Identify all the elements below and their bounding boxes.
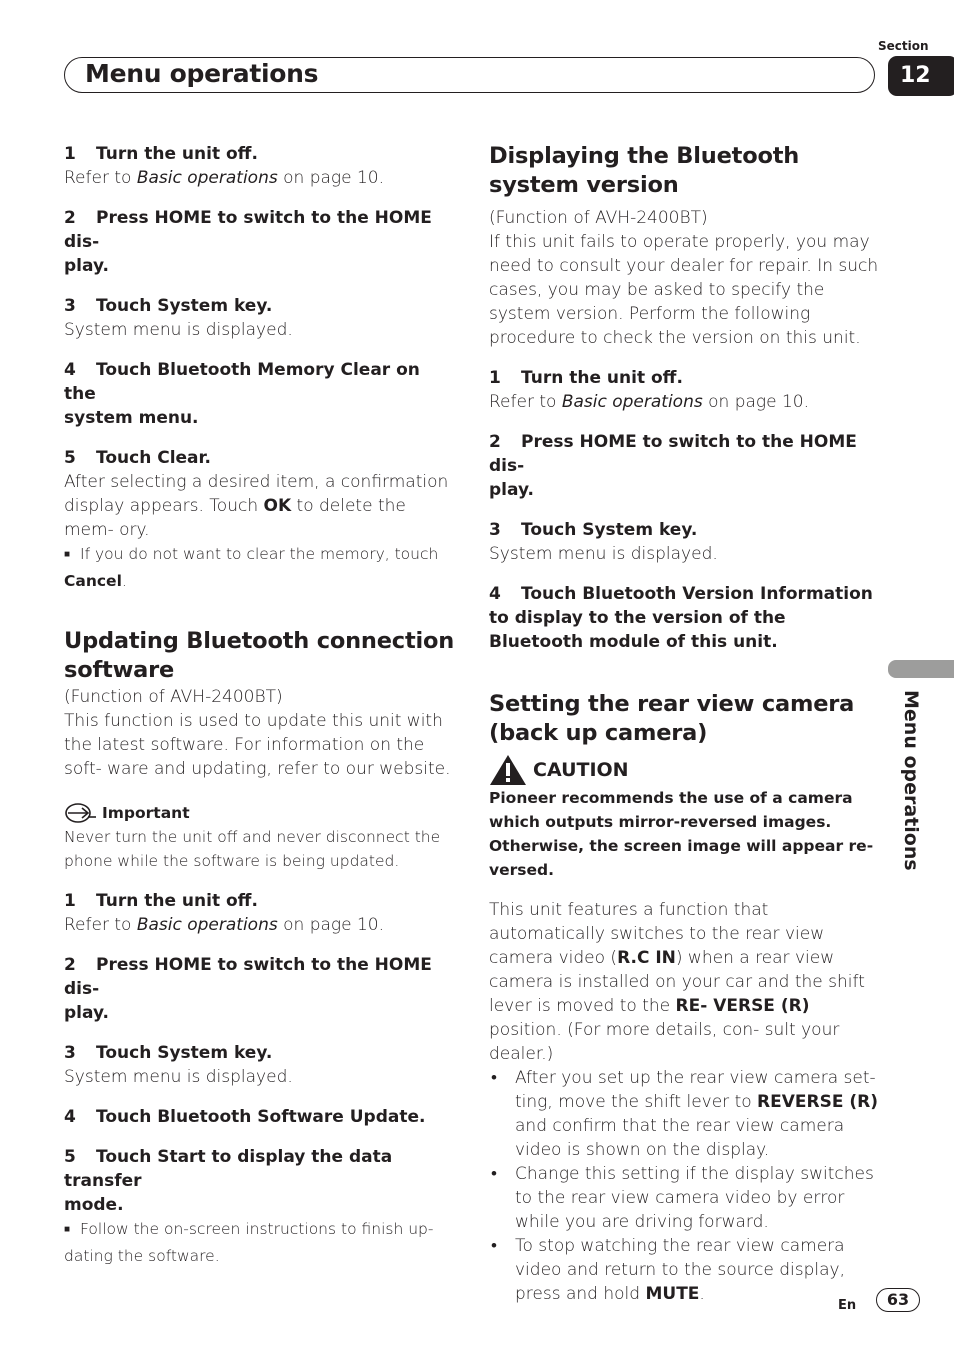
right-column xyxy=(489,142,881,1306)
camera-heading: Setting the rear view camera (back up camera) xyxy=(489,691,855,746)
version-step-3-body: System menu is displayed. xyxy=(489,544,718,564)
left-column xyxy=(64,142,456,1268)
important-icon xyxy=(64,802,96,824)
warning-icon xyxy=(489,754,527,786)
caution-label: CAUTION xyxy=(489,754,881,786)
step-1-body: Refer to Basic operations on page 10. xyxy=(64,168,385,188)
version-step-1: 1 Turn the unit off. xyxy=(489,368,683,388)
update-step-5-note: ■ Follow the on-screen instructions to finish up- dating the software. xyxy=(64,1220,434,1265)
step-3-body: System menu is displayed. xyxy=(64,320,293,340)
footer-language: En xyxy=(838,1298,857,1313)
step-5-body: After selecting a desired item, a confirmation display appears. Touch OK to delete the mem- ory. xyxy=(64,472,449,540)
version-step-4: 4 Touch Bluetooth Version Information to display to the version of the Bluetooth module of this unit. xyxy=(489,584,873,652)
update-step-1-body: Refer to Basic operations on page 10. xyxy=(64,915,385,935)
step-1: 1 Turn the unit off. xyxy=(64,144,258,164)
update-step-2: 2 Press HOME to switch to the HOME dis- play. xyxy=(64,955,432,1023)
version-heading: Displaying the Bluetooth system version xyxy=(489,143,800,198)
caution-body: Pioneer recommends the use of a camera which outputs mirror-reversed images. Otherwise, the screen image will appear re- versed. xyxy=(489,789,874,879)
list-item: • Change this setting if the display switches to the rear view camera video by error while you are driving forward. xyxy=(489,1162,881,1234)
version-step-3: 3 Touch System key. xyxy=(489,520,698,540)
update-step-3: 3 Touch System key. xyxy=(64,1043,273,1063)
step-3: 3 Touch System key. xyxy=(64,296,273,316)
page-number: 63 xyxy=(876,1288,920,1312)
important-body: Never turn the unit off and never disconnect the phone while the software is being updated. xyxy=(64,828,441,870)
list-item: • After you set up the rear view camera set- ting, move the shift lever to REVERSE (R) and confirm that the rear view camera video is shown on the display. xyxy=(489,1066,881,1162)
square-bullet-icon: ■ xyxy=(64,549,71,560)
update-heading: Updating Bluetooth connection software xyxy=(64,628,455,683)
side-tab-marker xyxy=(888,660,954,678)
step-4: 4 Touch Bluetooth Memory Clear on the system menu. xyxy=(64,360,420,428)
update-step-1: 1 Turn the unit off. xyxy=(64,891,258,911)
update-step-3-body: System menu is displayed. xyxy=(64,1067,293,1087)
camera-body: This unit features a function that automatically switches to the rear view camera video (R.C IN) when a rear view camera is installed on your car and the shift lever is moved to the RE- VERSE (R) position. (For more details, con- sult your dealer.) xyxy=(489,900,865,1064)
version-step-1-body: Refer to Basic operations on page 10. xyxy=(489,392,810,412)
version-step-2: 2 Press HOME to switch to the HOME dis- play. xyxy=(489,432,857,500)
update-step-5: 5 Touch Start to display the data transfer mode. xyxy=(64,1147,393,1215)
section-label: Section xyxy=(878,39,929,53)
list-item: • To stop watching the rear view camera video and return to the source display, press and hold MUTE. xyxy=(489,1234,881,1306)
step-5-note: ■ If you do not want to clear the memory, touch Cancel. xyxy=(64,545,439,590)
update-step-4: 4 Touch Bluetooth Software Update. xyxy=(64,1107,426,1127)
page-title: Menu operations xyxy=(85,59,319,88)
camera-bullet-list xyxy=(489,1066,881,1306)
step-2: 2 Press HOME to switch to the HOME dis- play. xyxy=(64,208,432,276)
section-number: 12 xyxy=(888,56,954,96)
title-bar xyxy=(64,57,875,93)
version-body: If this unit fails to operate properly, you may need to consult your dealer for repair. In such cases, you may be asked to specify the system version. Perform the following procedure to check the version on this unit. xyxy=(489,232,879,348)
update-function: (Function of AVH-2400BT) xyxy=(64,687,283,707)
important-label: Important xyxy=(64,801,456,825)
version-function: (Function of AVH-2400BT) xyxy=(489,208,708,228)
side-tab-label: Menu operations xyxy=(900,690,922,871)
step-5: 5 Touch Clear. xyxy=(64,448,211,468)
update-body: This function is used to update this unit with the latest software. For information on the soft- ware and updating, refer to our website. xyxy=(64,711,451,779)
square-bullet-icon: ■ xyxy=(64,1224,71,1235)
